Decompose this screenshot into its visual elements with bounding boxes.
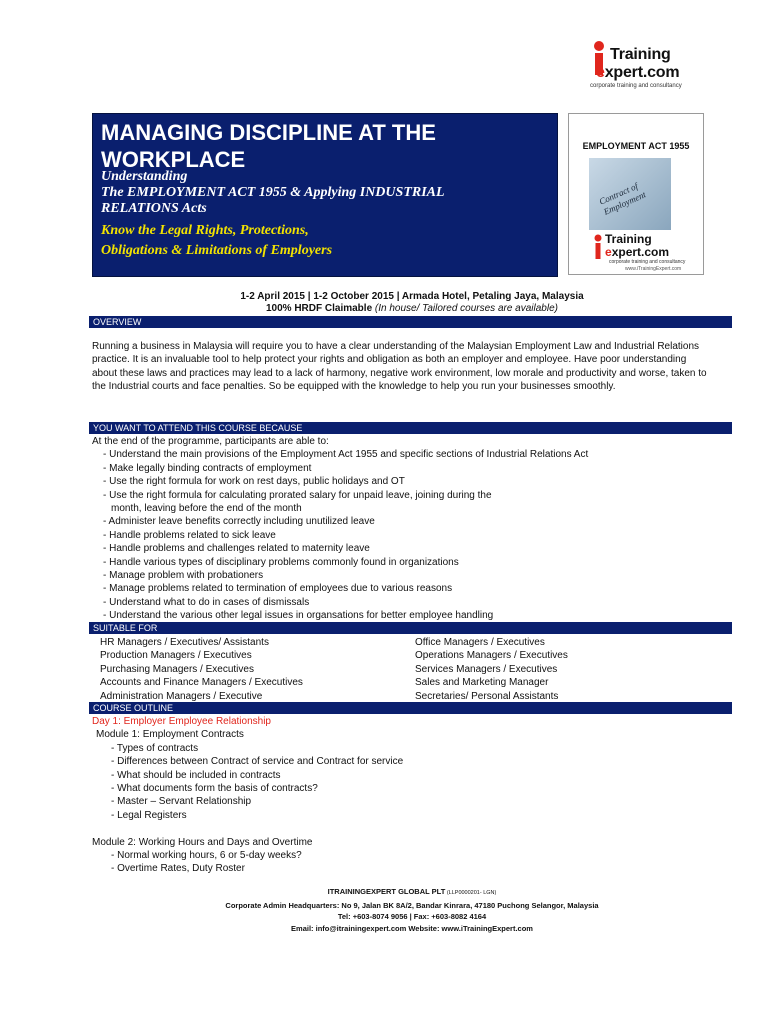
suitable-item: Administration Managers / Executive	[100, 690, 263, 702]
list-item: - Understand what to do in cases of dismissals	[103, 596, 310, 608]
suitable-item: Services Managers / Executives	[415, 663, 558, 675]
list-item: - Master – Servant Relationship	[111, 796, 252, 808]
book-brand-line2: expert.com	[605, 245, 670, 259]
overview-text: Running a business in Malaysia will require you to have a clear understanding of the Malaysian Employment Law and Industrial Relations practice. It is an invaluable tool to help protect your rights and obligation as both an employer and employee. Have poor understanding about these laws and practices may lead to a lack of harmony, negative work environment, low morale and productivity and worse, taken to the Industrial courts and face penalties. So be equipped with the knowledge to help you run your businesses smoothly.	[92, 341, 707, 393]
list-item: - Administer leave benefits correctly including unutilized leave	[103, 516, 375, 528]
footer-company: ITRAININGEXPERT GLOBAL PLT (LLP0000201- LGN)	[327, 887, 497, 896]
table-row	[100, 676, 700, 689]
suitable-item: Operations Managers / Executives	[415, 650, 568, 662]
card-text: Contract of Employment	[597, 180, 648, 217]
attend-list	[92, 435, 692, 623]
book-tagline: corporate training and consultancy	[609, 259, 686, 265]
book-cover-image	[568, 113, 704, 275]
list-item: - Normal working hours, 6 or 5-day weeks?	[111, 850, 302, 862]
suitable-table	[100, 636, 700, 703]
hrdf-line: 100% HRDF Claimable (In house/ Tailored courses are available)	[265, 303, 558, 314]
book-title: EMPLOYMENT ACT 1955	[582, 141, 690, 151]
list-item: - Legal Registers	[111, 809, 187, 821]
suitable-item: Office Managers / Executives	[415, 637, 545, 648]
page-footer	[92, 886, 732, 934]
list-item: - What should be included in contracts	[111, 769, 281, 781]
dates-line: 1-2 April 2015 | 1-2 October 2015 | Armada Hotel, Petaling Jaya, Malaysia	[240, 291, 584, 302]
list-item: - Manage problem with probationers	[103, 570, 264, 582]
section-bar-attend: YOU WANT TO ATTEND THIS COURSE BECAUSE	[89, 422, 732, 434]
list-item: - What documents form the basis of contracts?	[111, 783, 318, 795]
section-bar-overview: OVERVIEW	[89, 316, 732, 328]
event-dates	[92, 291, 732, 315]
module-heading: Module 2: Working Hours and Days and Overtime	[92, 836, 313, 848]
list-item: - Use the right formula for calculating prorated salary for unpaid leave, joining during the	[103, 489, 492, 501]
suitable-item: Secretaries/ Personal Assistants	[415, 690, 559, 702]
list-item: - Handle various types of disciplinary problems commonly found in organizations	[103, 556, 459, 568]
logo-line2: expert.com	[596, 64, 680, 81]
book-url: www.iTrainingExpert.com	[625, 266, 682, 272]
table-row	[100, 690, 700, 703]
logo-tagline: corporate training and consultancy	[590, 83, 682, 89]
list-item: - Handle problems related to sick leave	[103, 529, 276, 541]
list-item: - Types of contracts	[111, 742, 199, 754]
footer-address: Corporate Admin Headquarters: No 9, Jalan BK 8A/2, Bandar Kinrara, 47180 Puchong Selangor, Malaysia	[225, 900, 599, 910]
contract-card	[589, 158, 671, 230]
list-item: - Overtime Rates, Duty Roster	[111, 863, 245, 875]
footer-web: Email: info@itrainingexpert.com Website: www.iTrainingExpert.com	[291, 923, 533, 933]
module-heading: Module 1: Employment Contracts	[96, 729, 244, 741]
day-heading: Day 1: Employer Employee Relationship	[92, 716, 271, 727]
course-subtitle: Understanding The EMPLOYMENT ACT 1955 & Applying INDUSTRIAL RELATIONS Acts	[101, 169, 445, 216]
list-item: - Handle problems and challenges related to maternity leave	[103, 543, 370, 555]
suitable-item: Purchasing Managers / Executives	[100, 663, 254, 675]
suitable-item: HR Managers / Executives/ Assistants	[100, 637, 269, 648]
list-item: - Make legally binding contracts of employment	[103, 462, 312, 474]
course-highlight: Know the Legal Rights, Protections, Obligations & Limitations of Employers	[101, 223, 333, 258]
list-item: - Manage problems related to termination of employees due to various reasons	[103, 583, 453, 595]
title-banner	[92, 113, 558, 277]
list-item: - Understand the various other legal issues in organsations for better employee handling	[103, 610, 494, 622]
suitable-item: Accounts and Finance Managers / Executives	[100, 677, 303, 689]
spacer	[92, 822, 692, 835]
list-item: - Use the right formula for work on rest days, public holidays and OT	[103, 476, 405, 488]
table-row	[100, 663, 700, 676]
suitable-item: Sales and Marketing Manager	[415, 677, 549, 689]
course-outline	[92, 715, 692, 876]
book-brand-line1: Training	[605, 232, 652, 246]
list-item: month, leaving before the end of the month	[111, 503, 302, 515]
footer-contact: Tel: +603-8074 9056 | Fax: +603-8082 4164	[337, 912, 487, 921]
section-bar-suitable: SUITABLE FOR	[89, 622, 732, 634]
section-bar-outline: COURSE OUTLINE	[89, 702, 732, 714]
suitable-item: Production Managers / Executives	[100, 650, 252, 662]
list-item: - Understand the main provisions of the Employment Act 1955 and specific sections of Industrial Relations Act	[103, 449, 589, 461]
logo-line1: Training	[610, 46, 671, 63]
attend-intro: At the end of the programme, participants are able to:	[92, 436, 329, 447]
book-logo-i-icon	[591, 234, 605, 260]
table-row	[100, 649, 700, 662]
course-title: MANAGING DISCIPLINE AT THE WORKPLACE	[101, 120, 436, 172]
table-row	[100, 636, 700, 649]
list-item: - Differences between Contract of service and Contract for service	[111, 756, 404, 768]
company-logo	[588, 40, 738, 92]
